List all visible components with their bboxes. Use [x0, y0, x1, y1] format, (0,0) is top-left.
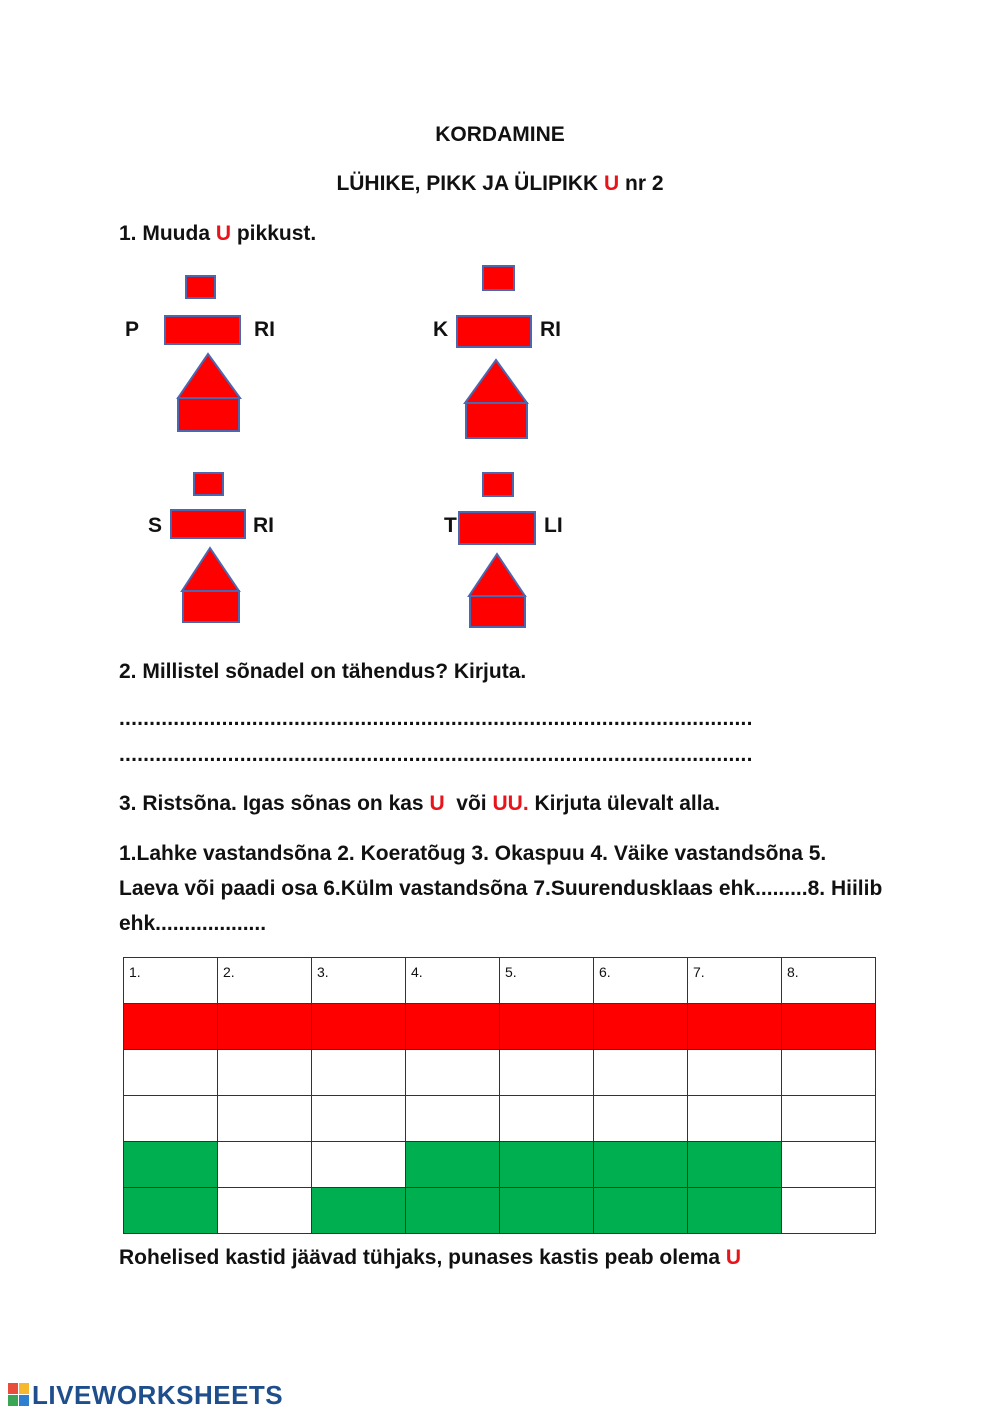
red-cell[interactable]: [782, 1004, 876, 1050]
grid-row: [124, 1142, 876, 1188]
column-number: 8.: [787, 964, 799, 980]
grid-cell[interactable]: [406, 958, 500, 1004]
column-number: 6.: [599, 964, 611, 980]
grid-cell[interactable]: [218, 1188, 312, 1234]
page-title: KORDAMINE: [435, 123, 565, 146]
house-icon[interactable]: [176, 352, 242, 434]
grid-cell[interactable]: [124, 958, 218, 1004]
grid-cell[interactable]: [406, 1050, 500, 1096]
red-cell[interactable]: [594, 1004, 688, 1050]
answer-line-1[interactable]: .........................................................................................................: [119, 707, 753, 730]
column-number: 4.: [411, 964, 423, 980]
grid-cell[interactable]: [312, 958, 406, 1004]
page-subtitle: [0, 172, 1000, 196]
subtitle-red-letter: U: [604, 172, 620, 195]
short-u-box[interactable]: [482, 265, 515, 291]
subtitle-suffix: nr 2: [619, 172, 664, 195]
red-cell[interactable]: [218, 1004, 312, 1050]
word-suffix: LI: [544, 514, 563, 537]
short-u-box[interactable]: [482, 472, 514, 497]
answer-slot[interactable]: [164, 315, 241, 345]
q3-middle: või: [444, 792, 493, 815]
note-text: Rohelised kastid jäävad tühjaks, punases kastis peab olema: [119, 1246, 726, 1269]
question-2-heading: 2. Millistel sõnadel on tähendus? Kirjuta.: [119, 660, 527, 683]
grid-cell[interactable]: [312, 1142, 406, 1188]
grid-cell[interactable]: [218, 1142, 312, 1188]
column-number: 1.: [129, 964, 141, 980]
column-number: 5.: [505, 964, 517, 980]
grid-cell[interactable]: [782, 1096, 876, 1142]
question-1-heading: [119, 222, 316, 246]
column-number: 7.: [693, 964, 705, 980]
logo-text: LIVEWORKSHEETS: [32, 1380, 284, 1410]
answer-slot[interactable]: [456, 315, 532, 348]
grid-row: [124, 1188, 876, 1234]
note-red-letter: U: [725, 1246, 742, 1269]
green-cell: [406, 1188, 500, 1234]
green-cell: [312, 1188, 406, 1234]
grid-cell[interactable]: [688, 958, 782, 1004]
grid-cell[interactable]: [312, 1096, 406, 1142]
green-cell: [124, 1142, 218, 1188]
green-cell: [500, 1142, 594, 1188]
crossword-clues: 1.Lahke vastandsõna 2. Koeratõug 3. Okaspuu 4. Väike vastandsõna 5. Laeva või paadi osa 6.Külm vastandsõna 7.Suurendusklaas ehk.........8. Hiilib ehk...................: [119, 842, 883, 935]
grid-cell[interactable]: [124, 1050, 218, 1096]
question-3-heading: [119, 792, 720, 816]
green-cell: [500, 1188, 594, 1234]
short-u-box[interactable]: [193, 472, 224, 496]
green-cell: [688, 1188, 782, 1234]
green-cell: [124, 1188, 218, 1234]
grid-cell[interactable]: [594, 1096, 688, 1142]
grid-cell[interactable]: [688, 1096, 782, 1142]
grid-header-row: [124, 958, 876, 1004]
word-prefix: K: [433, 318, 449, 341]
column-number: 3.: [317, 964, 329, 980]
word-prefix: P: [125, 318, 140, 341]
grid-cell[interactable]: [500, 958, 594, 1004]
grid-cell[interactable]: [500, 1050, 594, 1096]
grid-instructions: [119, 1246, 741, 1270]
q3-suffix: Kirjuta ülevalt alla.: [528, 792, 721, 815]
grid-cell[interactable]: [782, 1188, 876, 1234]
green-cell: [594, 1188, 688, 1234]
liveworksheets-logo[interactable]: [8, 1380, 283, 1411]
grid-cell[interactable]: [594, 1050, 688, 1096]
q3-red-uu: UU.: [492, 792, 529, 815]
red-cell[interactable]: [406, 1004, 500, 1050]
grid-cell[interactable]: [124, 1096, 218, 1142]
house-icon[interactable]: [463, 358, 529, 441]
word-suffix: RI: [540, 318, 561, 341]
grid-row-red: [124, 1004, 876, 1050]
short-u-box[interactable]: [185, 275, 216, 299]
grid-cell[interactable]: [312, 1050, 406, 1096]
word-suffix: RI: [254, 318, 275, 341]
grid-cell[interactable]: [782, 958, 876, 1004]
red-cell[interactable]: [312, 1004, 406, 1050]
word-prefix: T: [444, 514, 457, 537]
grid-row: [124, 1096, 876, 1142]
grid-cell[interactable]: [594, 958, 688, 1004]
red-cell[interactable]: [688, 1004, 782, 1050]
green-cell: [688, 1142, 782, 1188]
word-prefix: S: [148, 514, 163, 537]
word-suffix: RI: [253, 514, 274, 537]
grid-cell[interactable]: [782, 1050, 876, 1096]
answer-slot[interactable]: [170, 509, 246, 539]
q1-text: 1. Muuda: [119, 222, 216, 245]
green-cell: [406, 1142, 500, 1188]
house-icon[interactable]: [467, 552, 529, 630]
grid-cell[interactable]: [218, 1096, 312, 1142]
logo-blocks-icon: [8, 1383, 30, 1407]
red-cell[interactable]: [124, 1004, 218, 1050]
column-number: 2.: [223, 964, 235, 980]
grid-cell[interactable]: [782, 1142, 876, 1188]
crossword-grid: [123, 957, 876, 1234]
q3-red-u: U: [429, 792, 445, 815]
grid-cell[interactable]: [500, 1096, 594, 1142]
grid-cell[interactable]: [688, 1050, 782, 1096]
grid-cell[interactable]: [406, 1096, 500, 1142]
house-icon[interactable]: [180, 546, 242, 625]
red-cell[interactable]: [500, 1004, 594, 1050]
grid-cell[interactable]: [218, 1050, 312, 1096]
q1-red-letter: U: [215, 222, 232, 245]
answer-slot[interactable]: [458, 511, 536, 545]
answer-line-2[interactable]: .........................................................................................................: [119, 743, 753, 766]
grid-cell[interactable]: [218, 958, 312, 1004]
q3-text: 3. Ristsõna. Igas sõnas on kas: [119, 792, 430, 815]
q1-suffix: pikkust.: [231, 222, 317, 245]
green-cell: [594, 1142, 688, 1188]
subtitle-text: LÜHIKE, PIKK JA ÜLIPIKK: [336, 172, 605, 195]
grid-row: [124, 1050, 876, 1096]
